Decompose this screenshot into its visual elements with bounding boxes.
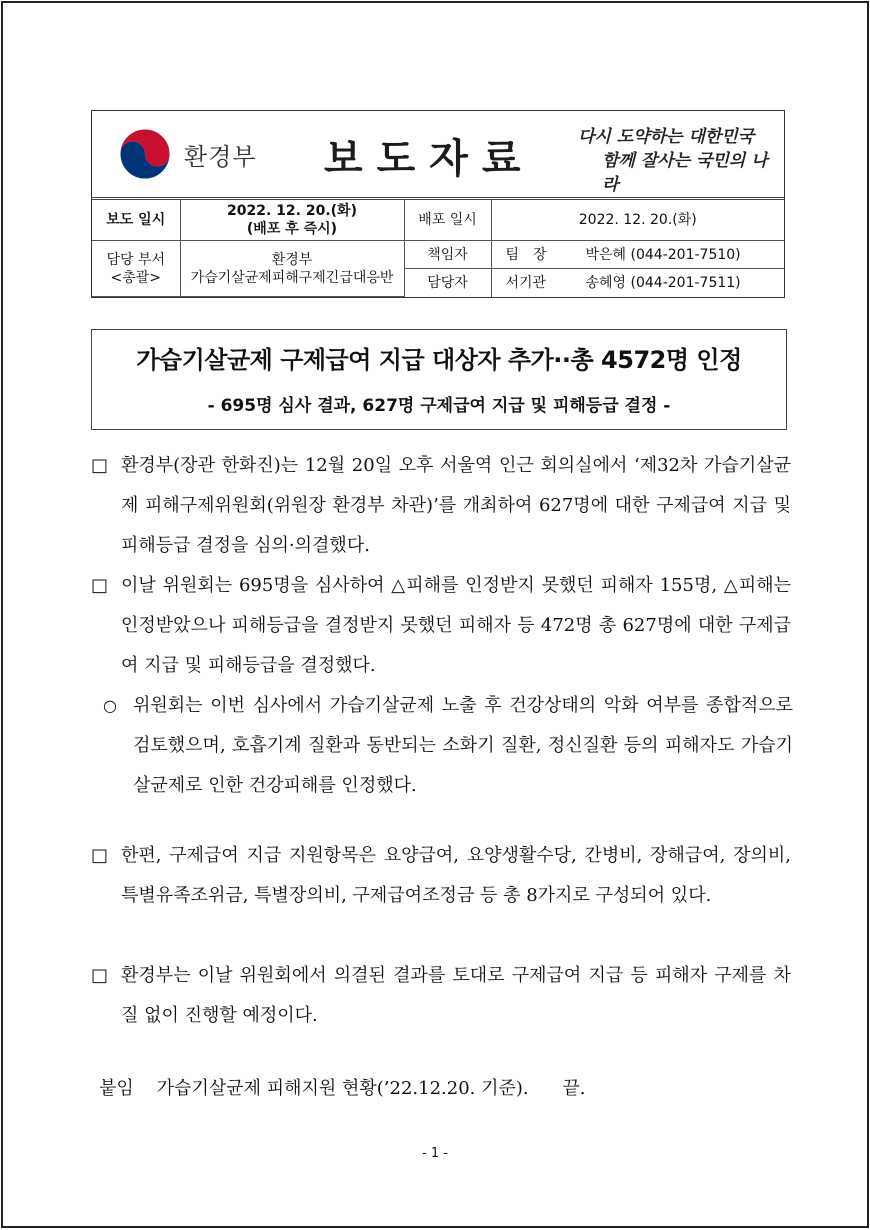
staff-contact: 송혜영 (044-201-7511) (585, 274, 741, 291)
paragraph-5 (91, 956, 791, 1036)
checkbox-bullet-icon: □ (91, 455, 109, 476)
release-label: 보도 일시 (92, 199, 180, 241)
manager-contact: 박은혜 (044-201-7510) (585, 246, 741, 263)
page-number: - 1 - (422, 1146, 448, 1161)
dept-unit: 가습기살균제피해구제긴급대응반 (190, 269, 394, 286)
paragraph-2 (91, 566, 791, 686)
attachment-line (99, 1069, 586, 1109)
headline-title: 가습기살균제 구제급여 지급 대상자 추가··총 4572명 인정 (136, 346, 742, 374)
staff-label: 담당자 (404, 269, 491, 297)
circle-bullet-icon: ○ (103, 696, 117, 715)
manager-contact-cell (491, 241, 784, 269)
staff-role: 서기관 (505, 274, 547, 291)
checkbox-bullet-icon: □ (91, 965, 109, 986)
end-mark: 끝. (562, 1078, 586, 1099)
press-release-title: 보도자료 (324, 136, 535, 182)
distribute-date: 2022. 12. 20.(화) (491, 199, 784, 241)
headline-subtitle: - 695명 심사 결과, 627명 구제급여 지급 및 피해등급 결정 - (207, 396, 671, 416)
header-box (91, 110, 785, 298)
dept-sub: <총괄> (110, 269, 161, 286)
attachment-text: 가습기살균제 피해지원 현황(’22.12.20. 기준). (156, 1078, 529, 1099)
paragraph-5-text: 환경부는 이날 위원회에서 의결된 결과를 토대로 구제급여 지급 등 피해자 구제를 차질 없이 진행할 예정이다. (121, 965, 791, 1026)
attachment-label: 붙임 (99, 1078, 134, 1099)
manager-label: 책임자 (404, 241, 491, 269)
dept-label-cell (92, 241, 180, 297)
slogan-line-1: 다시 도약하는 대한민국 (578, 127, 755, 147)
release-date: 2022. 12. 20.(화) (227, 203, 357, 219)
release-info-table (92, 197, 784, 297)
paragraph-1 (91, 446, 791, 566)
dept-name: 환경부 (271, 251, 313, 268)
headline-box (91, 329, 787, 430)
staff-contact-cell (491, 269, 784, 297)
checkbox-bullet-icon: □ (91, 575, 109, 596)
paragraph-3-text: 위원회는 이번 심사에서 가습기살균제 노출 후 건강상태의 악화 여부를 종합적으로 검토했으며, 호흡기계 질환과 동반되는 소화기 질환, 정신질환 등의 피해자도 가습기살균제로 인한 건강피해를 인정했다. (133, 695, 793, 796)
dept-label: 담당 부서 (106, 251, 166, 268)
header-banner (92, 111, 784, 198)
manager-role: 팀 장 (505, 246, 547, 263)
distribute-label: 배포 일시 (404, 199, 491, 241)
ministry-name: 환경부 (184, 143, 257, 171)
paragraph-2-text: 이날 위원회는 695명을 심사하여 △피해를 인정받지 못했던 피해자 155명, △피해는 인정받았으나 피해등급을 결정받지 못했던 피해자 등 472명 총 627명에 대한 구제급여 지급 및 피해등급을 결정했다. (121, 575, 791, 676)
manager-row (92, 241, 784, 269)
release-row (92, 199, 784, 241)
slogan-line-2: 함께 잘사는 국민의 나라 (602, 151, 768, 195)
release-date-cell (180, 199, 404, 241)
checkbox-bullet-icon: □ (91, 845, 109, 866)
release-note: (배포 후 즉시) (246, 221, 338, 237)
paragraph-1-text: 환경부(장관 한화진)는 12월 20일 오후 서울역 인근 회의실에서 ‘제32차 가습기살균제 피해구제위원회(위원장 환경부 차관)’를 개최하여 627명에 대한 구제급여 지급 및 피해등급 결정을 심의·의결했다. (121, 455, 791, 556)
government-emblem-icon (118, 127, 172, 181)
paragraph-4-text: 한편, 구제급여 지급 지원항목은 요양급여, 요양생활수당, 간병비, 장해급여, 장의비, 특별유족조위금, 특별장의비, 구제급여조정금 등 총 8가지로 구성되어 있다. (121, 845, 791, 906)
paragraph-3 (103, 686, 793, 806)
press-release-page (1, 1, 869, 1228)
dept-name-cell (180, 241, 404, 297)
paragraph-4 (91, 836, 791, 916)
government-slogan (578, 125, 778, 197)
